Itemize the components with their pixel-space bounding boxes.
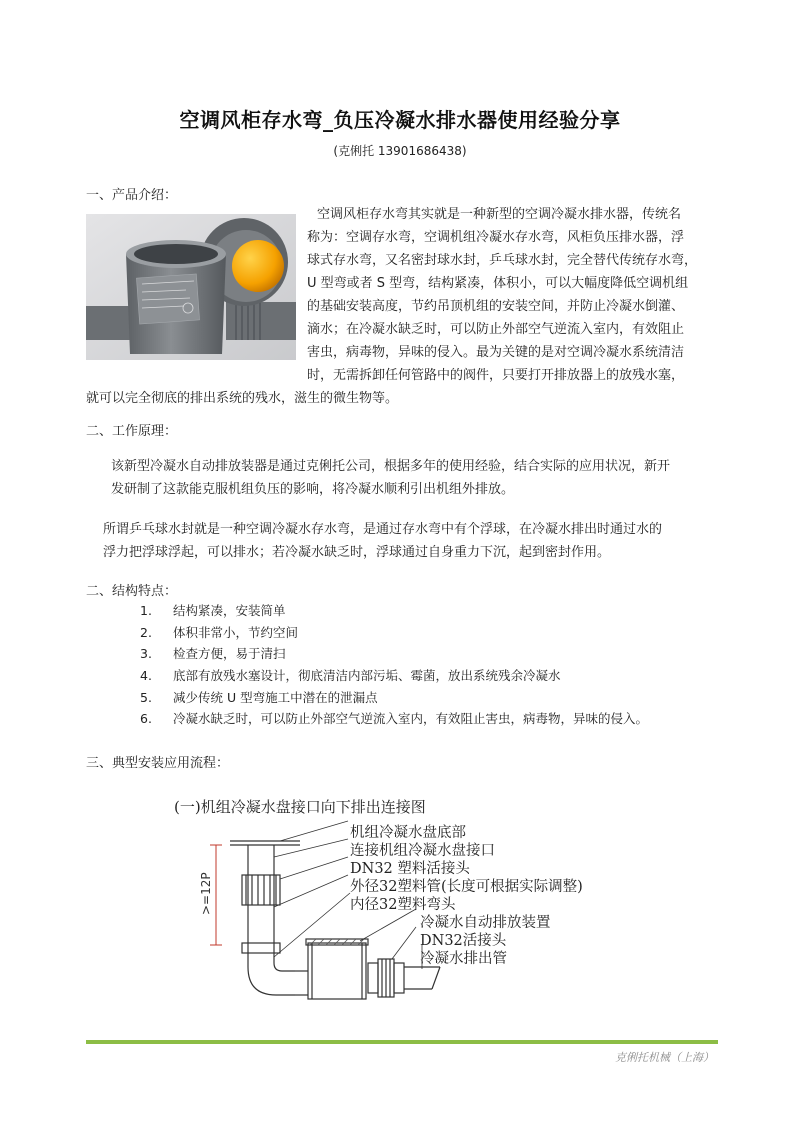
diagram-label-4: 外径32塑料管(长度可根据实际调整) <box>350 879 583 895</box>
principle-para1-line2: 发研制了这款能克服机组负压的影响，将冷凝水顺利引出机组外排放。 <box>111 482 515 497</box>
intro-line-4: U 型弯或者 S 型弯，结构紧凑，体积小，可以大幅度降低空调机组 <box>307 276 689 291</box>
section-heading-features: 二、结构特点： <box>86 584 178 599</box>
intro-line-7: 害虫，病毒物，异味的侵入。最为关键的是对空调冷凝水系统清洁 <box>307 345 685 360</box>
diagram-label-1: 机组冷凝水盘底部 <box>350 825 466 841</box>
footer-divider <box>86 1040 718 1044</box>
list-item: 1. 结构紧凑，安装简单 <box>140 603 286 618</box>
diagram-label-8: 冷凝水排出管 <box>420 951 507 967</box>
footer-company: 克俐托机械（上海） <box>615 1051 714 1064</box>
dimension-label: >=12P <box>199 872 213 915</box>
principle-para1-line1: 该新型冷凝水自动排放装器是通过克俐托公司，根据多年的使用经验，结合实际的应用状况，新开 <box>111 459 671 474</box>
section-heading-intro: 一、产品介绍： <box>86 188 178 203</box>
intro-line-1: 空调风柜存水弯其实就是一种新型的空调冷凝水排水器，传统名 <box>317 207 682 222</box>
list-item: 5. 减少传统 U 型弯施工中潜在的泄漏点 <box>140 689 378 705</box>
diagram-label-2: 连接机组冷凝水盘接口 <box>350 843 495 859</box>
intro-line-3: 球式存水弯，又名密封球水封，乒乓球水封，完全替代传统存水弯， <box>307 253 698 268</box>
intro-line-2: 称为：空调存水弯，空调机组冷凝水存水弯，风柜负压排水器，浮 <box>307 230 685 245</box>
diagram-label-5: 内径32塑料弯头 <box>350 897 456 913</box>
page-subtitle: (克俐托 13901686438) <box>333 144 467 158</box>
page-title: 空调风柜存水弯_负压冷凝水排水器使用经验分享 <box>179 108 621 132</box>
diagram-title: (一)机组冷凝水盘接口向下排出连接图 <box>174 798 426 816</box>
intro-line-5: 的基础安装高度，节约吊顶机组的安装空间，并防止冷凝水倒灌、 <box>307 299 685 314</box>
list-item: 4. 底部有放残水塞设计，彻底清洁内部污垢、霉菌，放出系统残余冷凝水 <box>140 668 561 684</box>
section-heading-principle: 二、工作原理： <box>86 424 178 439</box>
intro-line-6: 滴水；在冷凝水缺乏时，可以防止外部空气逆流入室内，有效阻止 <box>307 322 685 337</box>
list-item: 2. 体积非常小，节约空间 <box>140 624 299 640</box>
intro-line-8: 时，无需拆卸任何管路中的阀件，只要打开排放器上的放残水塞， <box>307 368 685 383</box>
list-item: 6. 冷凝水缺乏时，可以防止外部空气逆流入室内，有效阻止害虫，病毒物，异味的侵入。 <box>140 711 649 727</box>
diagram-label-3: DN32 塑料活接头 <box>350 861 470 877</box>
principle-para2-line2: 浮力把浮球浮起，可以排水；若冷凝水缺乏时，浮球通过自身重力下沉，起到密封作用。 <box>103 545 611 560</box>
principle-para2-line1: 所谓乒乓球水封就是一种空调冷凝水存水弯，是通过存水弯中有个浮球，在冷凝水排出时通过水的 <box>103 522 663 537</box>
intro-line-9: 就可以完全彻底的排出系统的残水，滋生的微生物等。 <box>86 391 399 406</box>
installation-diagram <box>170 795 650 1010</box>
diagram-label-7: DN32活接头 <box>420 933 507 949</box>
product-photo <box>86 214 296 360</box>
section-heading-installation: 三、典型安装应用流程： <box>86 756 230 771</box>
diagram-label-6: 冷凝水自动排放装置 <box>420 915 551 931</box>
list-item: 3. 检查方便，易于清扫 <box>140 646 286 662</box>
feature-list <box>140 600 740 730</box>
